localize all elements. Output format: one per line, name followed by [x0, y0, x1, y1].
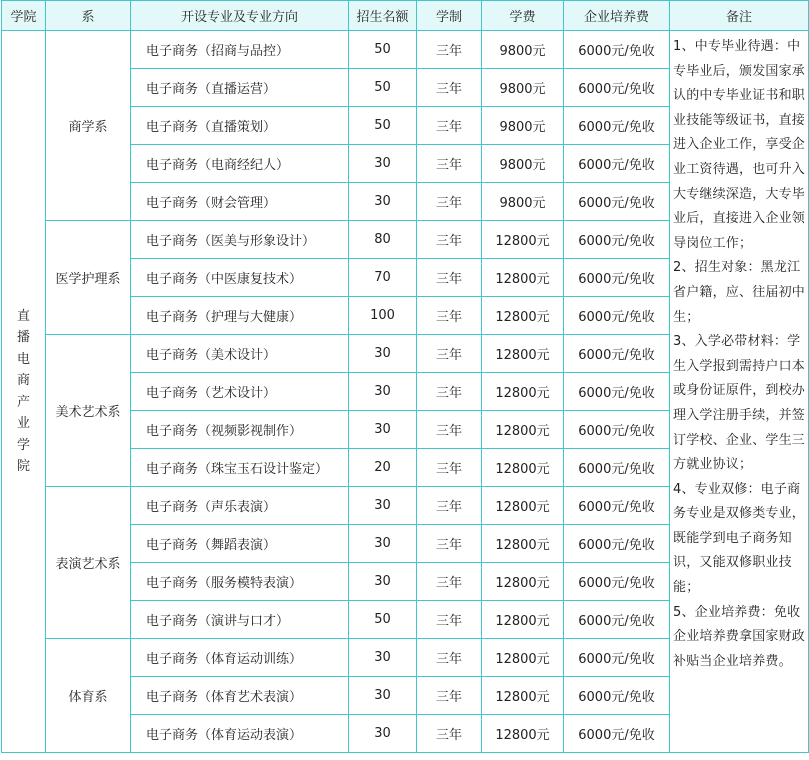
- table-row: [2, 31, 809, 69]
- major-cell: 电子商务（直播策划）: [131, 107, 349, 145]
- major-cell: 电子商务（舞蹈表演）: [131, 525, 349, 563]
- major-cell: 电子商务（电商经纪人）: [131, 145, 349, 183]
- training-fee-cell: 6000元/免收: [564, 525, 670, 563]
- notes-cell: [670, 31, 809, 753]
- tuition-cell: 9800元: [482, 107, 564, 145]
- major-cell: 电子商务（体育艺术表演）: [131, 677, 349, 715]
- tuition-cell: 12800元: [482, 639, 564, 677]
- table-header-row: [2, 1, 809, 31]
- training-fee-cell: 6000元/免收: [564, 183, 670, 221]
- tuition-cell: 12800元: [482, 411, 564, 449]
- major-cell: 电子商务（体育运动表演）: [131, 715, 349, 753]
- quota-cell: 30: [349, 639, 417, 677]
- header-tuition: 学费: [482, 1, 564, 31]
- header-quota: 招生名额: [349, 1, 417, 31]
- tuition-cell: 9800元: [482, 145, 564, 183]
- duration-cell: 三年: [417, 107, 482, 145]
- tuition-cell: 9800元: [482, 31, 564, 69]
- quota-cell: 30: [349, 715, 417, 753]
- department-cell: 医学护理系: [46, 221, 131, 335]
- quota-cell: 30: [349, 525, 417, 563]
- tuition-cell: 12800元: [482, 449, 564, 487]
- tuition-cell: 12800元: [482, 259, 564, 297]
- training-fee-cell: 6000元/免收: [564, 487, 670, 525]
- duration-cell: 三年: [417, 715, 482, 753]
- major-cell: 电子商务（珠宝玉石设计鉴定）: [131, 449, 349, 487]
- duration-cell: 三年: [417, 639, 482, 677]
- tuition-cell: 12800元: [482, 715, 564, 753]
- duration-cell: 三年: [417, 259, 482, 297]
- quota-cell: 30: [349, 183, 417, 221]
- training-fee-cell: 6000元/免收: [564, 601, 670, 639]
- training-fee-cell: 6000元/免收: [564, 715, 670, 753]
- quota-cell: 30: [349, 411, 417, 449]
- tuition-cell: 12800元: [482, 487, 564, 525]
- quota-cell: 30: [349, 145, 417, 183]
- header-major: 开设专业及专业方向: [131, 1, 349, 31]
- training-fee-cell: 6000元/免收: [564, 69, 670, 107]
- major-cell: 电子商务（艺术设计）: [131, 373, 349, 411]
- department-cell: 商学系: [46, 31, 131, 221]
- duration-cell: 三年: [417, 69, 482, 107]
- quota-cell: 30: [349, 677, 417, 715]
- duration-cell: 三年: [417, 601, 482, 639]
- quota-cell: 30: [349, 373, 417, 411]
- major-cell: 电子商务（医美与形象设计）: [131, 221, 349, 259]
- college-name: 直 播 电 商 产 业 学 院: [16, 308, 30, 474]
- quota-cell: 30: [349, 563, 417, 601]
- duration-cell: 三年: [417, 183, 482, 221]
- department-cell: 表演艺术系: [46, 487, 131, 639]
- training-fee-cell: 6000元/免收: [564, 563, 670, 601]
- duration-cell: 三年: [417, 297, 482, 335]
- major-cell: 电子商务（护理与大健康）: [131, 297, 349, 335]
- major-cell: 电子商务（服务模特表演）: [131, 563, 349, 601]
- tuition-cell: 12800元: [482, 221, 564, 259]
- tuition-cell: 12800元: [482, 335, 564, 373]
- header-notes: 备注: [670, 1, 809, 31]
- major-cell: 电子商务（直播运营）: [131, 69, 349, 107]
- training-fee-cell: 6000元/免收: [564, 449, 670, 487]
- quota-cell: 80: [349, 221, 417, 259]
- note-item: 1、中专毕业待遇：中专毕业后，颁发国家承认的中专毕业证书和职业技能等级证书，直接进入企业工作，享受企业工资待遇，也可升入大专继续深造，大专毕业后，直接进入企业领导岗位工作；: [673, 39, 806, 251]
- major-cell: 电子商务（财会管理）: [131, 183, 349, 221]
- quota-cell: 20: [349, 449, 417, 487]
- major-cell: 电子商务（声乐表演）: [131, 487, 349, 525]
- duration-cell: 三年: [417, 335, 482, 373]
- duration-cell: 三年: [417, 563, 482, 601]
- header-training-fee: 企业培养费: [564, 1, 670, 31]
- college-cell: [2, 31, 46, 753]
- training-fee-cell: 6000元/免收: [564, 107, 670, 145]
- department-cell: 体育系: [46, 639, 131, 753]
- tuition-cell: 12800元: [482, 373, 564, 411]
- major-cell: 电子商务（美术设计）: [131, 335, 349, 373]
- tuition-cell: 12800元: [482, 601, 564, 639]
- tuition-cell: 12800元: [482, 297, 564, 335]
- major-cell: 电子商务（视频影视制作）: [131, 411, 349, 449]
- department-cell: 美术艺术系: [46, 335, 131, 487]
- tuition-cell: 9800元: [482, 69, 564, 107]
- quota-cell: 50: [349, 107, 417, 145]
- training-fee-cell: 6000元/免收: [564, 677, 670, 715]
- tuition-cell: 12800元: [482, 563, 564, 601]
- quota-cell: 50: [349, 601, 417, 639]
- enrollment-table: [1, 0, 809, 753]
- training-fee-cell: 6000元/免收: [564, 335, 670, 373]
- training-fee-cell: 6000元/免收: [564, 145, 670, 183]
- note-item: 3、入学必带材料：学生入学报到需持户口本或身份证原件，到校办理入学注册手续，并签订学校、企业、学生三方就业协议；: [673, 334, 806, 473]
- training-fee-cell: 6000元/免收: [564, 411, 670, 449]
- note-item: 5、企业培养费：免收企业培养费拿国家财政补贴当企业培养费。: [673, 604, 806, 669]
- training-fee-cell: 6000元/免收: [564, 221, 670, 259]
- duration-cell: 三年: [417, 221, 482, 259]
- duration-cell: 三年: [417, 31, 482, 69]
- duration-cell: 三年: [417, 145, 482, 183]
- duration-cell: 三年: [417, 487, 482, 525]
- note-item: 2、招生对象：黑龙江省户籍，应、往届初中生；: [673, 260, 806, 325]
- quota-cell: 70: [349, 259, 417, 297]
- major-cell: 电子商务（演讲与口才）: [131, 601, 349, 639]
- duration-cell: 三年: [417, 449, 482, 487]
- quota-cell: 30: [349, 487, 417, 525]
- major-cell: 电子商务（体育运动训练）: [131, 639, 349, 677]
- quota-cell: 100: [349, 297, 417, 335]
- duration-cell: 三年: [417, 373, 482, 411]
- training-fee-cell: 6000元/免收: [564, 259, 670, 297]
- quota-cell: 50: [349, 69, 417, 107]
- note-item: 4、专业双修：电子商务专业是双修类专业，既能学到电子商务知识，又能双修职业技能；: [673, 481, 806, 596]
- training-fee-cell: 6000元/免收: [564, 373, 670, 411]
- tuition-cell: 12800元: [482, 677, 564, 715]
- table-body: [2, 31, 809, 753]
- tuition-cell: 12800元: [482, 525, 564, 563]
- tuition-cell: 9800元: [482, 183, 564, 221]
- header-duration: 学制: [417, 1, 482, 31]
- header-department: 系: [46, 1, 131, 31]
- quota-cell: 50: [349, 31, 417, 69]
- major-cell: 电子商务（招商与品控）: [131, 31, 349, 69]
- training-fee-cell: 6000元/免收: [564, 31, 670, 69]
- quota-cell: 30: [349, 335, 417, 373]
- header-college: 学院: [2, 1, 46, 31]
- duration-cell: 三年: [417, 677, 482, 715]
- duration-cell: 三年: [417, 411, 482, 449]
- training-fee-cell: 6000元/免收: [564, 639, 670, 677]
- duration-cell: 三年: [417, 525, 482, 563]
- training-fee-cell: 6000元/免收: [564, 297, 670, 335]
- major-cell: 电子商务（中医康复技术）: [131, 259, 349, 297]
